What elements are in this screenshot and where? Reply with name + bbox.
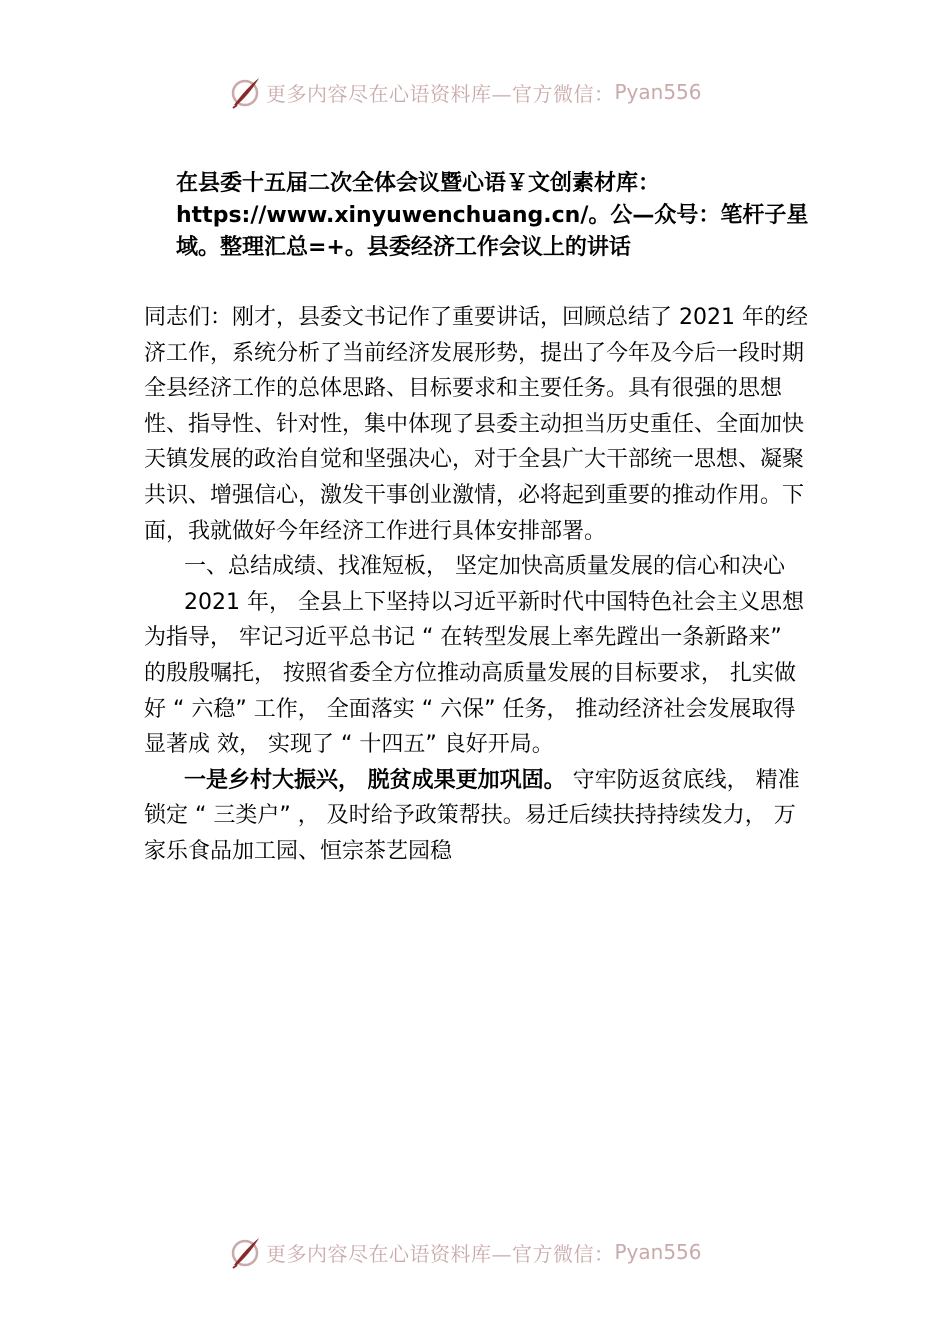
quill-logo-icon bbox=[228, 75, 262, 109]
paragraph-opening: 同志们：刚才，县委文书记作了重要讲话，回顾总结了 2021 年的经济工作，系统分析了当前经济发展形势，提出了今年及今后一段时期全县经济工作的总体思路、目标要求和主要任务。具有很强的思想性、指导性、针对性，集中体现了县委主动担当历史重任、全面加快天镇发展的政治自觉和坚强决心，对于全县广大干部统一思想、凝聚共识、增强信心，激发干事创业激情，必将起到重要的推动作用。下面，我就做好今年经济工作进行具体安排部署。 bbox=[144, 305, 808, 544]
quill-logo-icon bbox=[228, 1235, 262, 1269]
watermark-text: 更多内容尽在心语资料库—官方微信： bbox=[266, 1241, 615, 1266]
paragraph-lead-rest: 守牢防返贫底线， 精准锁定 “ 三类户” ， 及时给予政策帮扶。易迁后续扶持持续发力， 万家乐食品加工园、恒宗茶艺园稳 bbox=[144, 767, 800, 864]
header-watermark bbox=[228, 72, 748, 112]
footer-watermark bbox=[228, 1232, 748, 1272]
document-body bbox=[144, 300, 808, 870]
watermark-wechat-id: Pyan556 bbox=[614, 80, 702, 104]
section-heading: 一、总结成绩、找准短板， 坚定加快高质量发展的信心和决心 bbox=[184, 554, 785, 580]
watermark-text: 更多内容尽在心语资料库—官方微信： bbox=[266, 81, 615, 106]
paragraph-summary: 2021 年， 全县上下坚持以习近平新时代中国特色社会主义思想为指导， 牢记习近平总书记 “ 在转型发展上率先蹚出一条新路来” 的殷殷嘱托， 按照省委全方位推动高质量发展的目标要求， 扎实做好 “ 六稳” 工作， 全面落实 “ 六保” 任务， 推动经济社会发展取得显著成 效， 实现了 “ 十四五” 良好开局。 bbox=[144, 589, 804, 758]
watermark-wechat-id: Pyan556 bbox=[614, 1240, 702, 1264]
paragraph-rural-revitalization bbox=[144, 763, 808, 870]
document-title: 在县委十五届二次全体会议暨心语￥文创素材库：https://www.xinyuwenchuang.cn/。公—众号：笔杆子星域。整理汇总=+。县委经济工作会议上的讲话 bbox=[176, 171, 809, 260]
paragraph-lead-bold: 一是乡村大振兴， 脱贫成果更加巩固。 bbox=[184, 767, 566, 793]
